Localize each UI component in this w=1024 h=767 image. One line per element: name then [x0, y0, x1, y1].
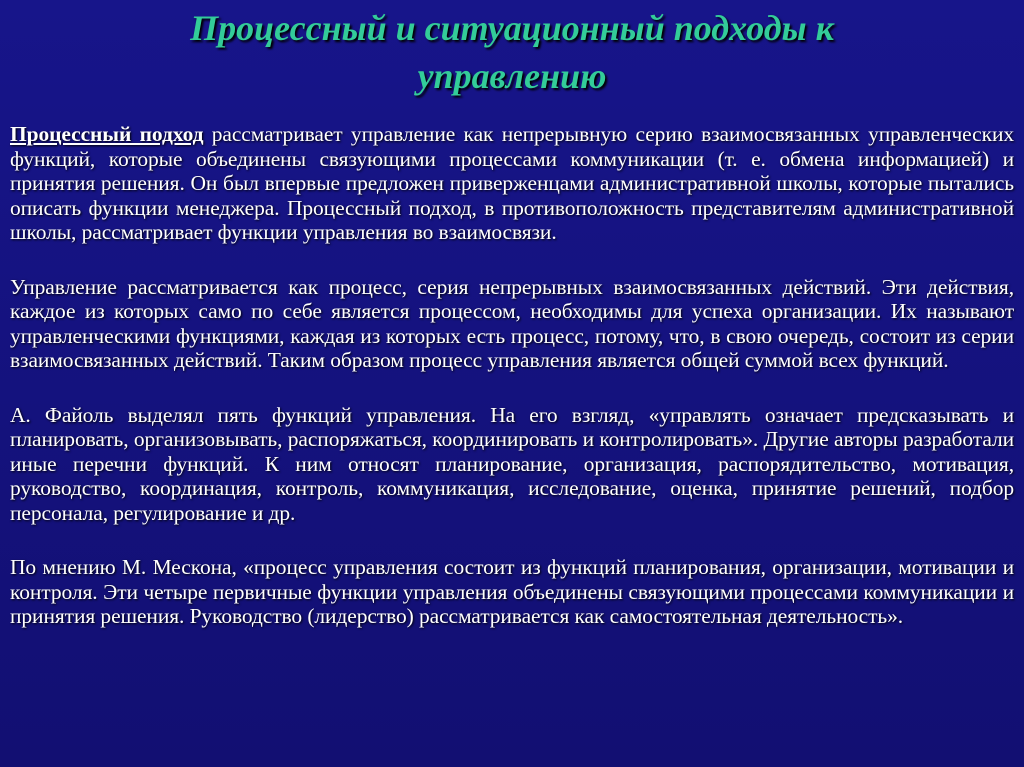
paragraph-text: рассматривает управление как непрерывную серию взаимосвязанных управленческих функций, которые объединены связующими процессами коммуникации (т. е. обмена информацией) и принятия решения. Он был впервые предложен приверженцами административной школы, которые пытались описать функции менеджера. Процессный подход, в противоположность представителям административной школы, рассматривает функции управления во взаимосвязи. [10, 122, 1014, 244]
slide-title-line-2: управлению [417, 56, 607, 96]
paragraph-management-as-process [10, 275, 1014, 373]
term-process-approach: Процессный подход [10, 122, 204, 146]
paragraph-text: А. Файоль выделял пять функций управления. На его взгляд, «управлять означает предсказывать и планировать, организовывать, распоряжаться, координировать и контролировать». Другие авторы разработали иные перечни функций. К ним относят планирование, организация, распорядительство, мотивация, руководство, координация, контроль, коммуникация, исследование, оценка, принятие решений, подбор персонала, регулирование и др. [10, 402, 1014, 525]
paragraph-text: По мнению М. Мескона, «процесс управления состоит из функций планирования, организации, мотивации и контроля. Эти четыре первичные функции управления объединены связующими процессами коммуникации и принятия решения. Руководство (лидерство) рассматривается как самостоятельная деятельность». [10, 555, 1014, 628]
slide-title [10, 0, 1014, 100]
paragraph-process-approach [10, 122, 1014, 245]
slide-title-line-1: Процессный и ситуационный подходы к [190, 8, 834, 48]
slide-body [10, 122, 1014, 629]
paragraph-text: Управление рассматривается как процесс, серия непрерывных взаимосвязанных действий. Эти действия, каждое из которых само по себе является процессом, необходимы для успеха организации. Их называют управленческими функциями, каждая из которых есть процесс, потому, что, в свою очередь, состоит из серии взаимосвязанных действий. Таким образом процесс управления является общей суммой всех функций. [10, 274, 1014, 372]
paragraph-mescon-opinion [10, 555, 1014, 629]
paragraph-fayol-functions [10, 403, 1014, 526]
